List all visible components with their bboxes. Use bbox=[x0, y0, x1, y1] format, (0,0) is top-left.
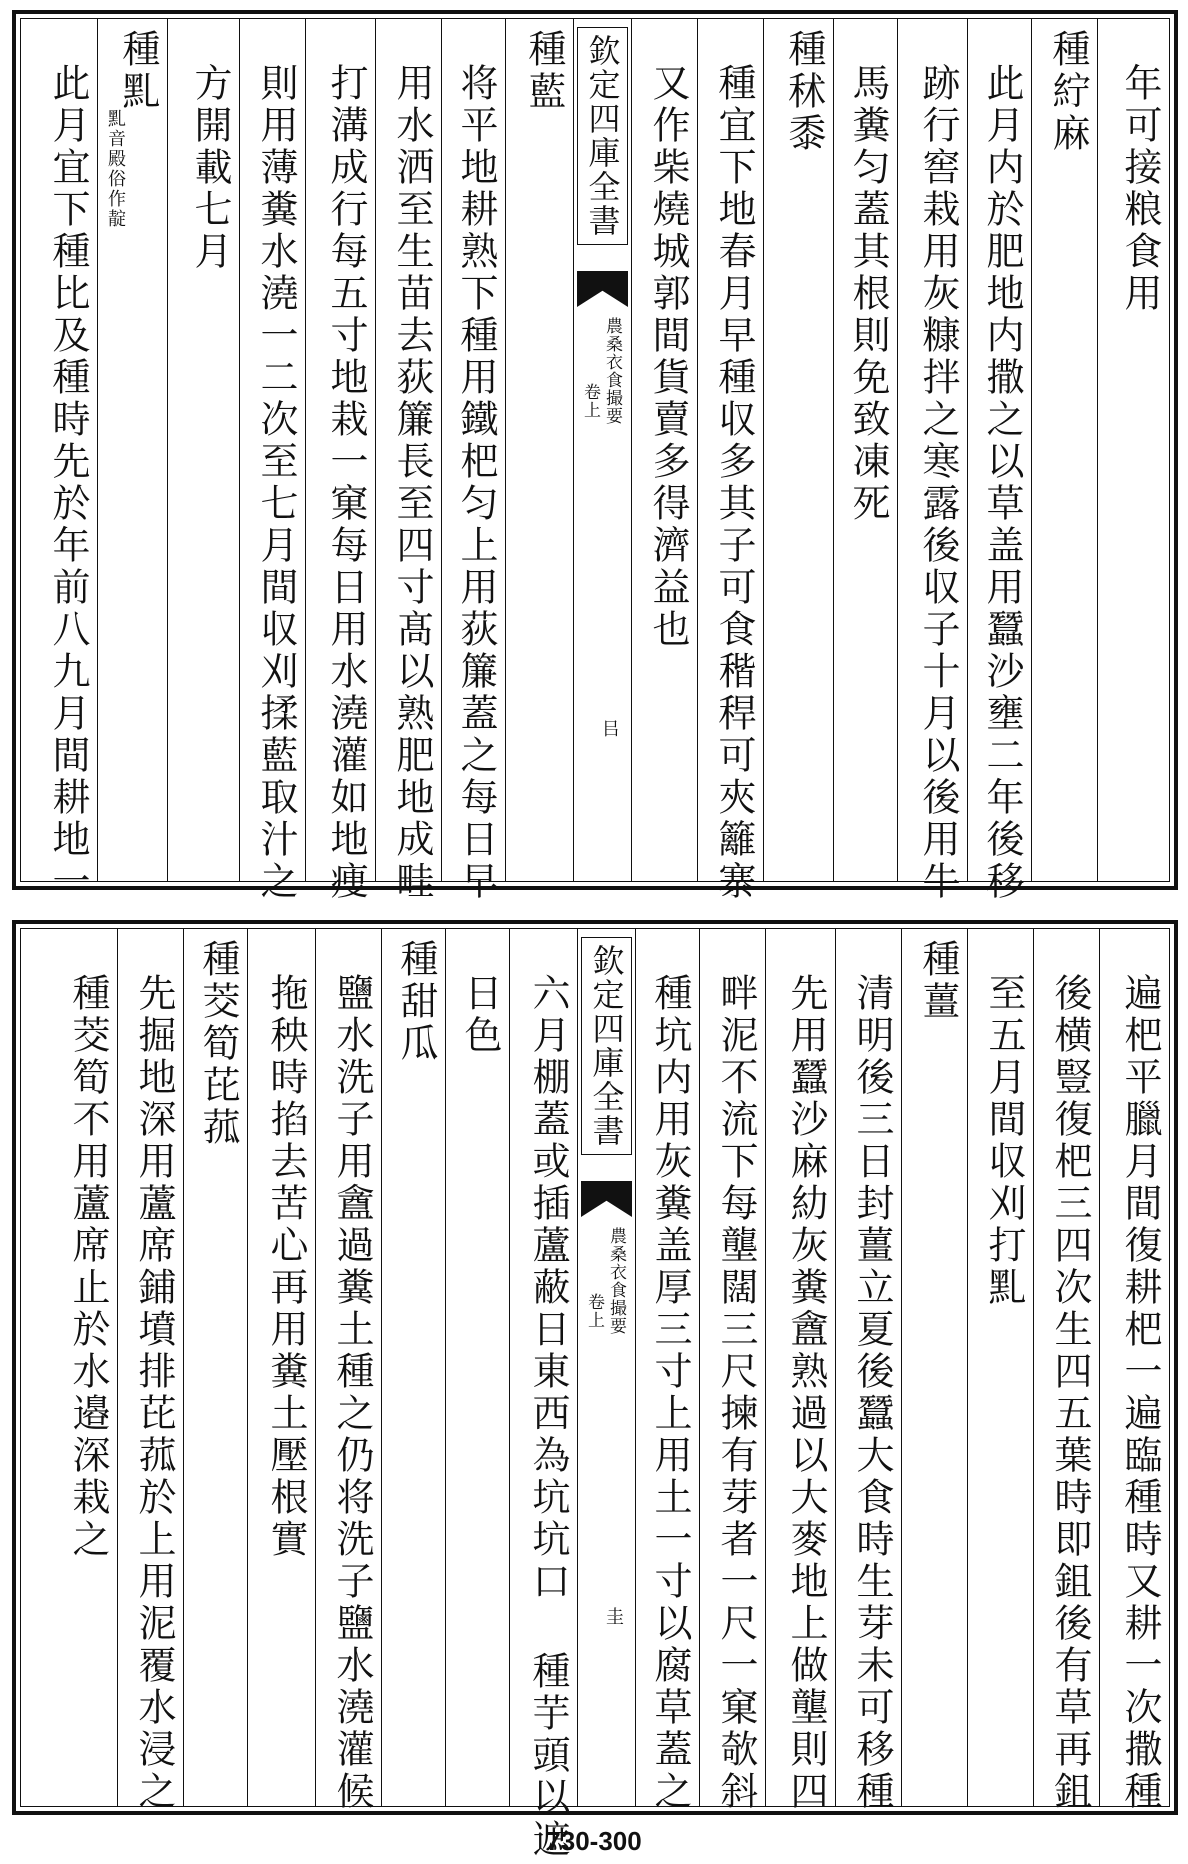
column-text: 方開載七月 bbox=[188, 63, 232, 273]
column-text: 跡行窖栽用灰糠拌之寒露後収子十月以後用牛 bbox=[916, 63, 960, 903]
column-text: 畔泥不流下每壟闊三尺揀有芽者一尺一窠欹斜 bbox=[714, 973, 758, 1813]
text-column bbox=[833, 19, 897, 881]
column-text: 種紵麻 bbox=[1046, 29, 1090, 155]
text-column bbox=[967, 929, 1033, 1806]
folio-number: 㠯 bbox=[599, 719, 620, 737]
column-text: 日色 bbox=[458, 973, 502, 1057]
column-text: 鹽水洗子用盦過糞土種之仍将洗子鹽水澆灌候 bbox=[330, 973, 374, 1813]
fishtail-mark bbox=[577, 271, 628, 307]
text-column bbox=[509, 929, 577, 1861]
text-column bbox=[117, 929, 183, 1813]
book-title-slip: 欽定四庫全書 bbox=[577, 27, 628, 245]
column-text: 種䵝 bbox=[116, 29, 160, 113]
text-column bbox=[445, 929, 509, 1806]
column-text: 六月棚蓋或插蘆蔽日東西為坑坑口 種芋頭以遮 bbox=[526, 973, 570, 1861]
text-column bbox=[505, 19, 573, 881]
text-column bbox=[765, 929, 835, 1813]
text-column bbox=[763, 19, 833, 881]
column-text: 馬糞匀蓋其根則免致凍死 bbox=[846, 63, 890, 525]
column-text: 種宜下地春月早種収多其子可食稭稈可夾籬寨 bbox=[712, 63, 756, 903]
text-column bbox=[635, 929, 699, 1813]
text-column bbox=[1099, 929, 1169, 1813]
text-column bbox=[305, 19, 375, 903]
column-text: 種甜瓜 bbox=[394, 939, 438, 1065]
column-text: 後横豎復杷三四次生四五葉時即鉏後有草再鉏 bbox=[1048, 973, 1092, 1813]
book-subtitle: 農桑衣食撮要 bbox=[602, 317, 622, 425]
text-column bbox=[697, 19, 763, 903]
volume-label: 卷上 bbox=[584, 1293, 604, 1329]
text-column bbox=[247, 929, 315, 1806]
volume-label: 卷上 bbox=[580, 383, 600, 419]
fishtail-mark bbox=[581, 1181, 632, 1217]
text-column bbox=[1033, 929, 1099, 1813]
column-text: 先掘地深用蘆席鋪墳排芘菰於上用泥覆水浸之 bbox=[132, 973, 176, 1813]
column-text: 種薑 bbox=[916, 939, 960, 1023]
text-column bbox=[441, 19, 505, 903]
book-subtitle: 農桑衣食撮要 bbox=[606, 1227, 626, 1335]
column-text: 至五月間収刈打䵝 bbox=[982, 973, 1026, 1309]
column-text: 則用薄糞水澆一二次至七月間収刈揉藍取汁之 bbox=[254, 63, 298, 903]
column-text: 将平地耕熟下種用鐵杷匀上用荻簾蓋之每日早 bbox=[454, 63, 498, 903]
book-title-slip: 欽定四庫全書 bbox=[581, 937, 632, 1155]
text-column-with-note bbox=[97, 19, 167, 881]
text-column bbox=[21, 19, 97, 903]
column-text: 此月内於肥地内撒之以草盖用蠶沙壅二年後移 bbox=[980, 63, 1024, 903]
text-column bbox=[21, 929, 117, 1806]
centre-fold bbox=[573, 19, 631, 881]
text-column bbox=[835, 929, 901, 1813]
text-column bbox=[901, 929, 967, 1806]
folio-number: 圭 bbox=[603, 1607, 624, 1625]
column-text: 年可接粮食用 bbox=[1118, 63, 1162, 315]
column-text: 用水洒至生苗去荻簾長至四寸髙以熟肥地成畦 bbox=[390, 63, 434, 903]
annotation-note: 䵝音殿俗作靛 bbox=[105, 109, 126, 229]
column-text: 種藍 bbox=[522, 29, 566, 113]
text-column bbox=[631, 19, 697, 881]
column-text: 種茭筍芘菰 bbox=[196, 939, 240, 1149]
column-text: 此月宜下種比及種時先於年前八九月間耕地一 bbox=[46, 63, 90, 903]
page-reference-number: 730-300 bbox=[546, 1826, 642, 1856]
text-column bbox=[699, 929, 765, 1813]
text-column bbox=[315, 929, 381, 1813]
text-column bbox=[167, 19, 239, 881]
text-column bbox=[375, 19, 441, 903]
column-text: 遍杷平臘月間復耕杷一遍臨種時又耕一次撒種 bbox=[1118, 973, 1162, 1813]
text-column bbox=[239, 19, 305, 903]
text-column bbox=[183, 929, 247, 1806]
centre-fold bbox=[577, 929, 635, 1806]
top-page bbox=[12, 10, 1178, 903]
column-text: 種茭筍不用蘆席止於水邉深栽之 bbox=[66, 973, 110, 1561]
text-column bbox=[897, 19, 967, 903]
text-column bbox=[1031, 19, 1097, 881]
column-text: 清明後三日封薑立夏後蠶大食時生芽未可移種 bbox=[850, 973, 894, 1813]
column-text: 種秫黍 bbox=[782, 29, 826, 155]
text-column bbox=[381, 929, 445, 1806]
text-column bbox=[967, 19, 1031, 903]
column-text: 拖秧時掐去苦心再用糞土壓根實 bbox=[264, 973, 308, 1561]
top-page-frame bbox=[20, 18, 1170, 903]
column-text: 打溝成行每五寸地栽一窠每日用水澆灌如地痩 bbox=[324, 63, 368, 903]
text-column bbox=[1097, 19, 1169, 881]
column-text: 又作柴燒城郭間貨賣多得濟益也 bbox=[646, 63, 690, 651]
column-text: 種坑内用灰糞盖厚三寸上用土一寸以腐草蓋之 bbox=[648, 973, 692, 1813]
column-text: 先用蠶沙麻糼灰糞盦熟過以大麥地上做壟則四 bbox=[784, 973, 828, 1813]
